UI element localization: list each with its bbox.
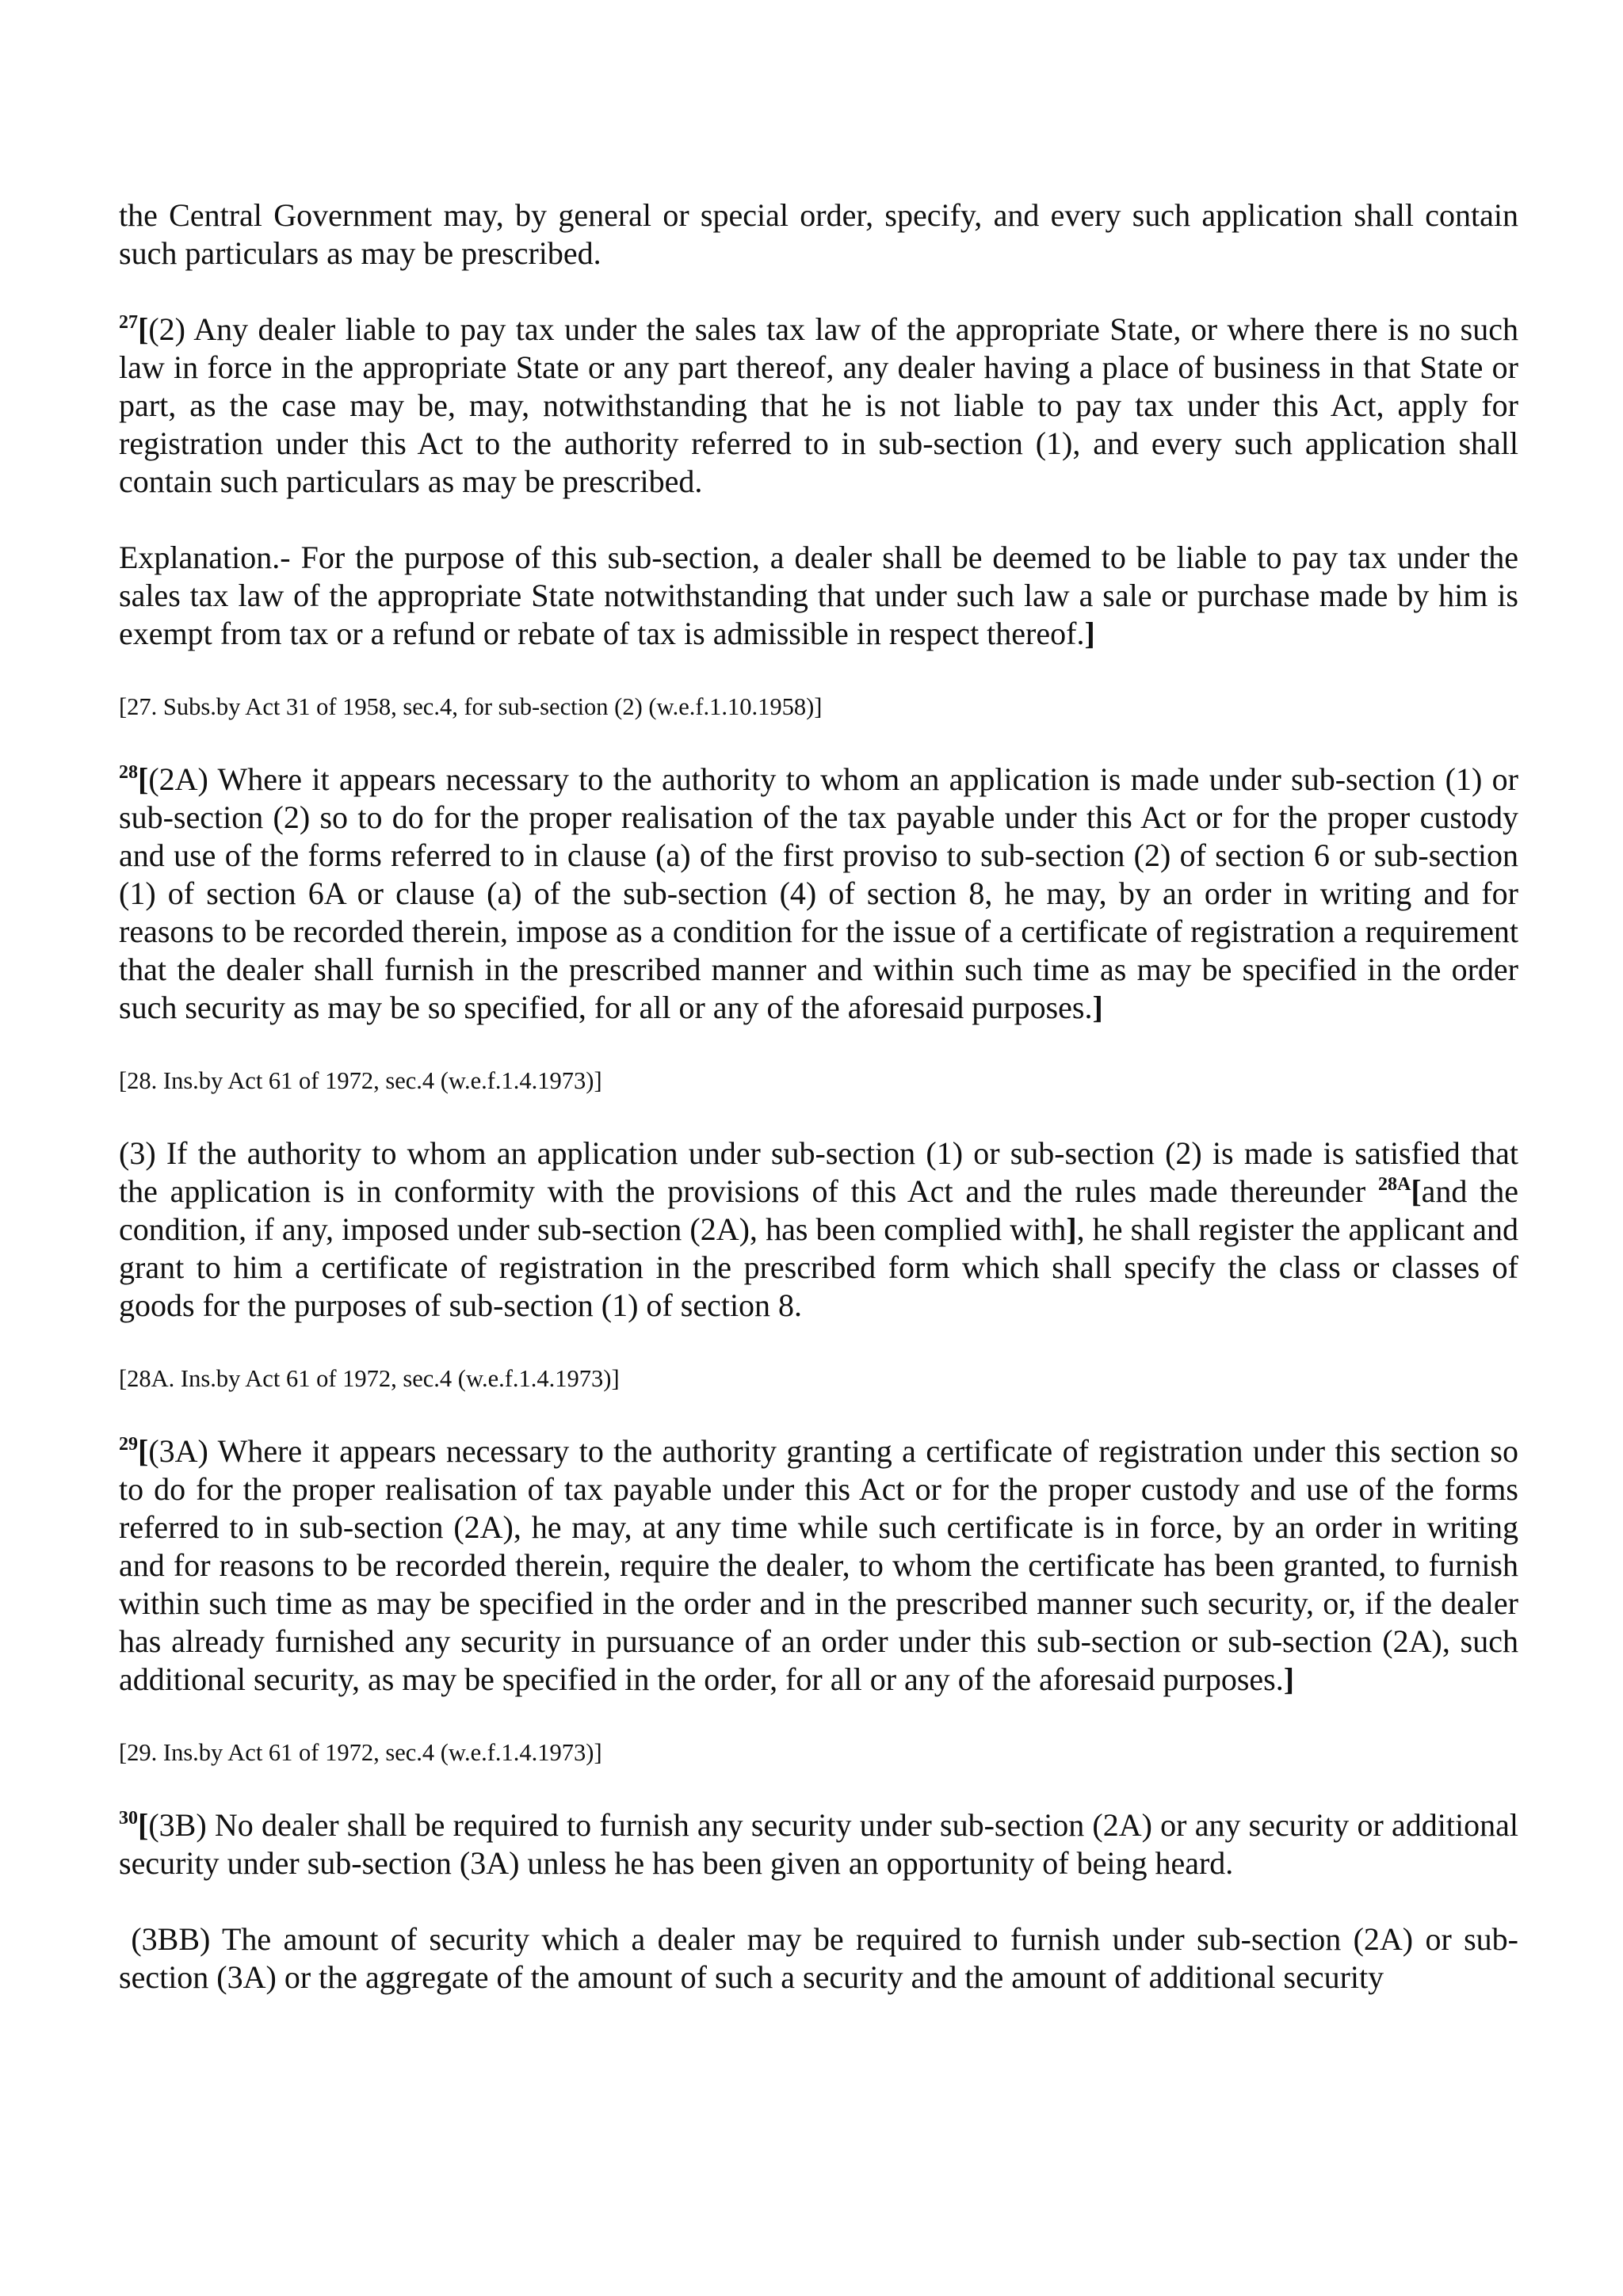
subsection-3-text-part2: , he shall register the applicant and grant to him a certificate of registration in the prescribed form which shall specify the class or classes of goods for the purposes of sub-section (1) of section 8. <box>119 1211 1519 1323</box>
amendment-open-bracket: [ <box>138 761 149 797</box>
footnote-29: [29. Ins.by Act 61 of 1972, sec.4 (w.e.f.1.4.1973)] <box>119 1739 602 1766</box>
explanation-text: Explanation.- For the purpose of this sub-section, a dealer shall be deemed to be liable to pay tax under the sales tax law of the appropriate State notwithstanding that under such law a sale or purchase made by him is exempt from tax or a refund or rebate of tax is admissible in respect thereof. <box>119 540 1518 651</box>
document-page <box>119 196 1518 2035</box>
paragraph-subsection-1-continued: the Central Government may, by general or special order, specify, and every such application shall contain such particulars as may be prescribed. <box>119 197 1518 271</box>
paragraph-subsection-2 <box>119 311 1518 501</box>
subsection-3b-text: (3B) No dealer shall be required to furnish any security under sub-section (2A) or any security or additional security under sub-section (3A) unless he has been given an opportunity of being heard. <box>119 1807 1518 1881</box>
subsection-2a-text: (2A) Where it appears necessary to the authority to whom an application is made under sub-section (1) or sub-section (2) so to do for the proper realisation of the tax payable under this Act or for the proper custody and use of the forms referred to in clause (a) of the first proviso to sub-section (2) of section 6 or sub-section (1) of section 6A or clause (a) of the sub-section (4) of section 8, he may, by an order in writing and for reasons to be recorded therein, impose as a condition for the issue of a certificate of registration a requirement that the dealer shall furnish in the prescribed manner and within such time as may be specified in the order such security as may be so specified, for all or any of the aforesaid purposes. <box>119 761 1518 1025</box>
amendment-open-bracket: [ <box>138 1807 149 1843</box>
paragraph-subsection-2a <box>119 761 1518 1027</box>
subsection-2-text: (2) Any dealer liable to pay tax under the sales tax law of the appropriate State, or where there is no such law in force in the appropriate State or any part thereof, any dealer having a place of business in that State or part, as the case may be, may, notwithstanding that he is not liable to pay tax under this Act, apply for registration under this Act to the authority referred to in sub-section (1), and every such application shall contain such particulars as may be prescribed. <box>119 311 1518 499</box>
subsection-3a-text: (3A) Where it appears necessary to the authority granting a certificate of registration under this section so to do for the proper realisation of tax payable under this Act or for the proper custody and use of the forms referred to in sub-section (2A), he may, at any time while such certificate is in force, by an order in writing and for reasons to be recorded therein, require the dealer, to whom the certificate has been granted, to furnish within such time as may be specified in the order and in the prescribed manner such security, or, if the dealer has already furnished any security in pursuance of an order under this sub-section or sub-section (2A), such additional security, as may be specified in the order, for all or any of the aforesaid purposes. <box>119 1433 1518 1697</box>
amendment-close-bracket: ] <box>1283 1661 1295 1697</box>
amendment-open-bracket: [ <box>1411 1173 1422 1209</box>
footnote-27: [27. Subs.by Act 31 of 1958, sec.4, for sub-section (2) (w.e.f.1.10.1958)] <box>119 693 823 720</box>
subsection-3-text-part1: (3) If the authority to whom an application under sub-section (1) or sub-section (2) is made is satisfied that the application is in conformity with the provisions of this Act and the rules made thereunder <box>119 1135 1518 1209</box>
paragraph-subsection-3bb: (3BB) The amount of security which a dealer may be required to furnish under sub-section (2A) or sub-section (3A) or the aggregate of the amount of such a security and the amount of additional security <box>119 1921 1519 1995</box>
paragraph-subsection-3b <box>119 1806 1518 1882</box>
footnote-ref-27[interactable]: 27 <box>119 312 138 333</box>
amendment-open-bracket: [ <box>138 1433 149 1469</box>
amendment-close-bracket: ] <box>1066 1211 1077 1247</box>
amendment-close-bracket: ] <box>1084 616 1095 651</box>
footnote-ref-30[interactable]: 30 <box>119 1808 138 1829</box>
subsection-3-inserted-text: and the condition, if any, imposed under sub-section (2A), has been complied with <box>119 1173 1518 1247</box>
footnote-28a: [28A. Ins.by Act 61 of 1972, sec.4 (w.e.f.1.4.1973)] <box>119 1365 620 1392</box>
footnote-ref-28a[interactable]: 28A <box>1377 1174 1411 1195</box>
footnote-ref-28[interactable]: 28 <box>119 762 138 783</box>
footnote-ref-29[interactable]: 29 <box>119 1434 138 1455</box>
footnote-28: [28. Ins.by Act 61 of 1972, sec.4 (w.e.f.1.4.1973)] <box>119 1067 602 1094</box>
paragraph-subsection-3a <box>119 1432 1518 1699</box>
paragraph-subsection-3 <box>119 1135 1518 1325</box>
amendment-open-bracket: [ <box>138 311 149 347</box>
paragraph-explanation <box>119 539 1518 653</box>
amendment-close-bracket: ] <box>1092 990 1103 1025</box>
